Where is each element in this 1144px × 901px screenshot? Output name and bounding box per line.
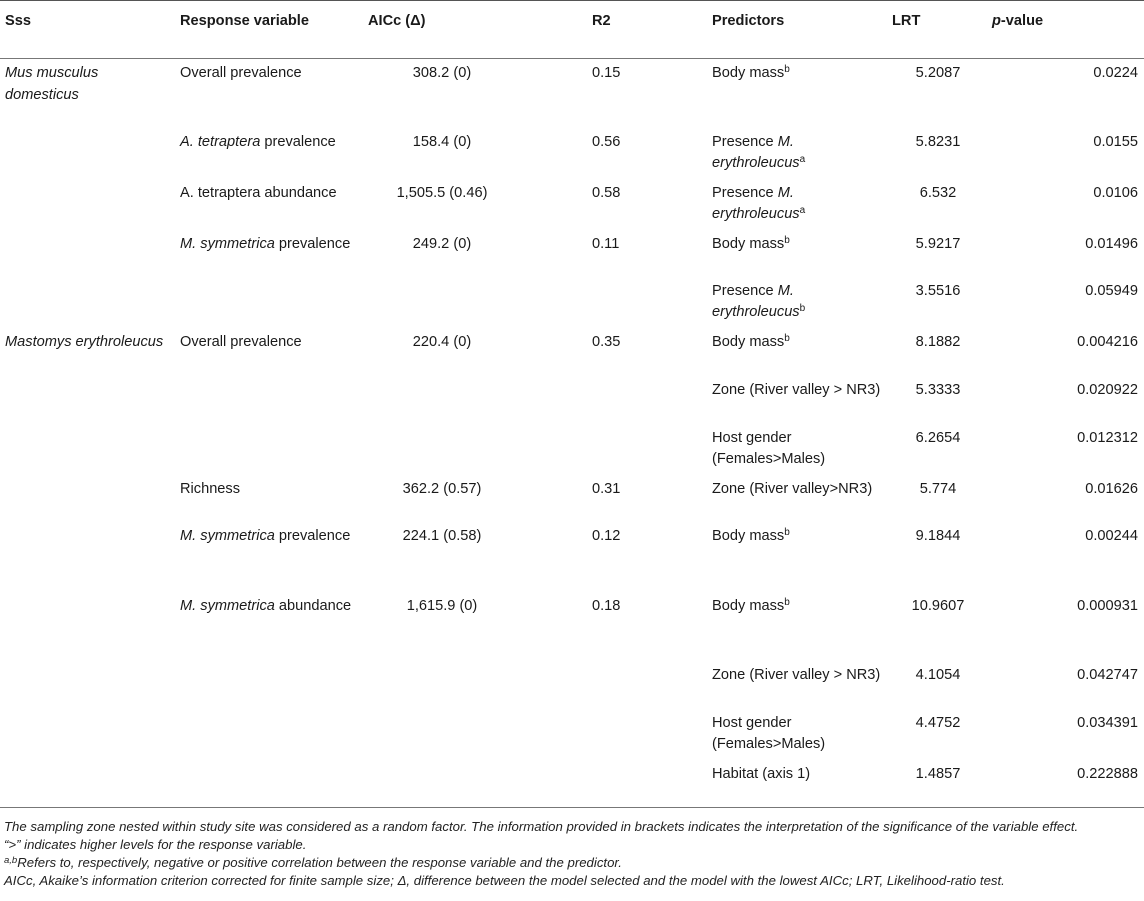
species-cell xyxy=(0,230,176,277)
aicc-cell xyxy=(364,709,520,760)
lrt-cell: 5.3333 xyxy=(915,381,961,398)
aicc-cell xyxy=(364,376,520,424)
response-cell xyxy=(176,277,364,328)
r2-cell xyxy=(520,760,708,808)
table-row xyxy=(0,277,1144,328)
table-row xyxy=(0,709,1144,760)
predictor-cell: Host gender (Females>Males) xyxy=(712,714,826,752)
p-value-cell: 0.01626 xyxy=(1085,480,1138,497)
header-p-value: p-value xyxy=(992,13,1044,29)
species-cell xyxy=(0,592,176,661)
response-cell xyxy=(176,760,364,808)
p-value-cell: 0.020922 xyxy=(1077,381,1138,398)
table-row xyxy=(0,179,1144,230)
r2-cell: 0.58 xyxy=(592,184,621,201)
predictor-cell: Presence M. erythroleucus$^b$ xyxy=(712,282,806,320)
species-cell xyxy=(0,522,176,592)
species-cell xyxy=(0,424,176,475)
response-cell: Overall prevalence xyxy=(180,333,302,350)
table-row xyxy=(0,128,1144,179)
response-cell: A. tetraptera abundance xyxy=(180,184,337,201)
predictor-cell: Habitat (axis 1) xyxy=(712,765,811,782)
predictor-cell: Presence M. erythroleucus$^a$ xyxy=(712,184,806,222)
lrt-cell: 6.2654 xyxy=(915,429,961,446)
lrt-cell: 6.532 xyxy=(919,184,957,201)
table-row xyxy=(0,424,1144,475)
footnote-line: “>” indicates higher levels for the response variable. xyxy=(4,837,307,852)
species-cell: Mus musculus domesticus xyxy=(5,65,99,103)
lrt-cell: 9.1844 xyxy=(915,527,961,544)
p-value-cell: 0.000931 xyxy=(1077,597,1138,614)
response-cell: M. symmetrica abundance xyxy=(180,597,352,614)
aicc-cell: 249.2 (0) xyxy=(412,235,472,252)
response-cell xyxy=(176,424,364,475)
lrt-cell: 3.5516 xyxy=(915,282,961,299)
footnote-line: The sampling zone nested within study site was considered as a random factor. The information provided in brackets indicates the interpretation of the significance of the variable effect. xyxy=(4,819,1079,834)
lrt-cell: 5.9217 xyxy=(915,235,961,252)
p-value-cell: 0.0106 xyxy=(1093,184,1138,201)
predictor-cell: Zone (River valley > NR3) xyxy=(712,381,881,398)
aicc-cell: 362.2 (0.57) xyxy=(402,480,482,497)
response-cell: A. tetraptera prevalence xyxy=(180,133,336,150)
species-cell: Mastomys erythroleucus xyxy=(5,333,164,350)
lrt-cell: 1.4857 xyxy=(915,765,961,782)
lrt-cell: 5.774 xyxy=(919,480,957,497)
aicc-cell xyxy=(364,661,520,709)
predictor-cell: Body mass$^b$ xyxy=(712,64,790,81)
header-lrt: LRT xyxy=(892,13,921,29)
table-row xyxy=(0,328,1144,376)
table-row xyxy=(0,661,1144,709)
lrt-cell: 10.9607 xyxy=(911,597,965,614)
aicc-cell: 308.2 (0) xyxy=(412,65,472,81)
species-cell xyxy=(0,128,176,179)
r2-cell: 0.11 xyxy=(592,235,620,252)
table-row xyxy=(0,522,1144,592)
lrt-cell: 5.2087 xyxy=(915,65,961,81)
header-aicc: AICc (Δ) xyxy=(368,13,426,29)
r2-cell: 0.35 xyxy=(592,333,621,350)
table-row xyxy=(0,376,1144,424)
species-cell xyxy=(0,475,176,522)
r2-cell xyxy=(520,277,708,328)
p-value-cell: 0.034391 xyxy=(1077,714,1138,731)
r2-cell: 0.18 xyxy=(592,597,621,614)
species-cell xyxy=(0,661,176,709)
aicc-cell: 1,615.9 (0) xyxy=(406,597,478,614)
response-cell: M. symmetrica prevalence xyxy=(180,235,351,252)
table-body xyxy=(0,59,1144,808)
lrt-cell: 4.1054 xyxy=(915,666,961,683)
aicc-cell: 1,505.5 (0.46) xyxy=(396,184,488,201)
predictor-cell: Zone (River valley>NR3) xyxy=(712,480,873,497)
response-cell: M. symmetrica prevalence xyxy=(180,527,351,544)
p-value-cell: 0.004216 xyxy=(1077,333,1138,350)
r2-cell xyxy=(520,424,708,475)
p-value-cell: 0.05949 xyxy=(1085,282,1138,299)
response-cell xyxy=(176,709,364,760)
response-cell xyxy=(176,661,364,709)
species-cell xyxy=(0,179,176,230)
aicc-cell xyxy=(364,424,520,475)
predictor-cell: Presence M. erythroleucus$^a$ xyxy=(712,133,806,171)
r2-cell xyxy=(520,661,708,709)
table-footnotes xyxy=(4,818,1140,890)
predictor-cell: Body mass$^b$ xyxy=(712,332,790,350)
lrt-cell: 8.1882 xyxy=(915,333,961,350)
header-species: Sss xyxy=(5,13,31,29)
p-value-cell: 0.222888 xyxy=(1077,765,1138,782)
p-value-cell: 0.0224 xyxy=(1093,65,1138,81)
r2-cell: 0.31 xyxy=(592,480,621,497)
p-value-cell: 0.01496 xyxy=(1085,235,1138,252)
r2-cell: 0.15 xyxy=(592,65,621,81)
r2-cell xyxy=(520,376,708,424)
predictor-cell: Body mass$^b$ xyxy=(712,596,790,614)
table-header xyxy=(0,1,1144,59)
predictor-cell: Zone (River valley > NR3) xyxy=(712,666,881,683)
table-row xyxy=(0,760,1144,808)
r2-cell: 0.12 xyxy=(592,527,621,544)
p-value-cell: 0.00244 xyxy=(1085,527,1138,544)
predictor-cell: Body mass$^b$ xyxy=(712,526,790,544)
footnote-line: AICc, Akaike’s information criterion corrected for finite sample size; Δ, difference between the model selected and the model with the lowest AICc; LRT, Likelihood-ratio test. xyxy=(4,873,1005,888)
aicc-cell: 224.1 (0.58) xyxy=(402,527,482,544)
aicc-cell: 158.4 (0) xyxy=(412,133,472,150)
table-row xyxy=(0,230,1144,277)
header-response-variable: Response variable xyxy=(180,13,309,29)
response-cell: Richness xyxy=(180,480,241,497)
p-value-cell: 0.0155 xyxy=(1093,133,1138,150)
footnote-line: $^{a,b}$Refers to, respectively, negative or positive correlation between the response variable and the predictor. xyxy=(4,855,622,870)
lrt-cell: 5.8231 xyxy=(915,133,961,150)
header-predictors: Predictors xyxy=(712,13,785,29)
p-value-cell: 0.042747 xyxy=(1077,666,1138,683)
r2-cell xyxy=(520,709,708,760)
predictor-cell: Host gender (Females>Males) xyxy=(712,429,826,467)
species-cell xyxy=(0,277,176,328)
lrt-cell: 4.4752 xyxy=(915,714,961,731)
aicc-cell: 220.4 (0) xyxy=(412,333,472,350)
header-r2: R2 xyxy=(592,13,611,29)
species-cell xyxy=(0,376,176,424)
table-row xyxy=(0,475,1144,522)
p-value-cell: 0.012312 xyxy=(1077,429,1138,446)
r2-cell: 0.56 xyxy=(592,133,621,150)
table-row xyxy=(0,59,1144,128)
response-cell xyxy=(176,376,364,424)
aicc-cell xyxy=(364,760,520,808)
response-cell: Overall prevalence xyxy=(180,65,302,81)
table-row xyxy=(0,592,1144,661)
species-cell xyxy=(0,760,176,808)
predictor-cell: Body mass$^b$ xyxy=(712,234,790,252)
species-cell xyxy=(0,709,176,760)
aicc-cell xyxy=(364,277,520,328)
